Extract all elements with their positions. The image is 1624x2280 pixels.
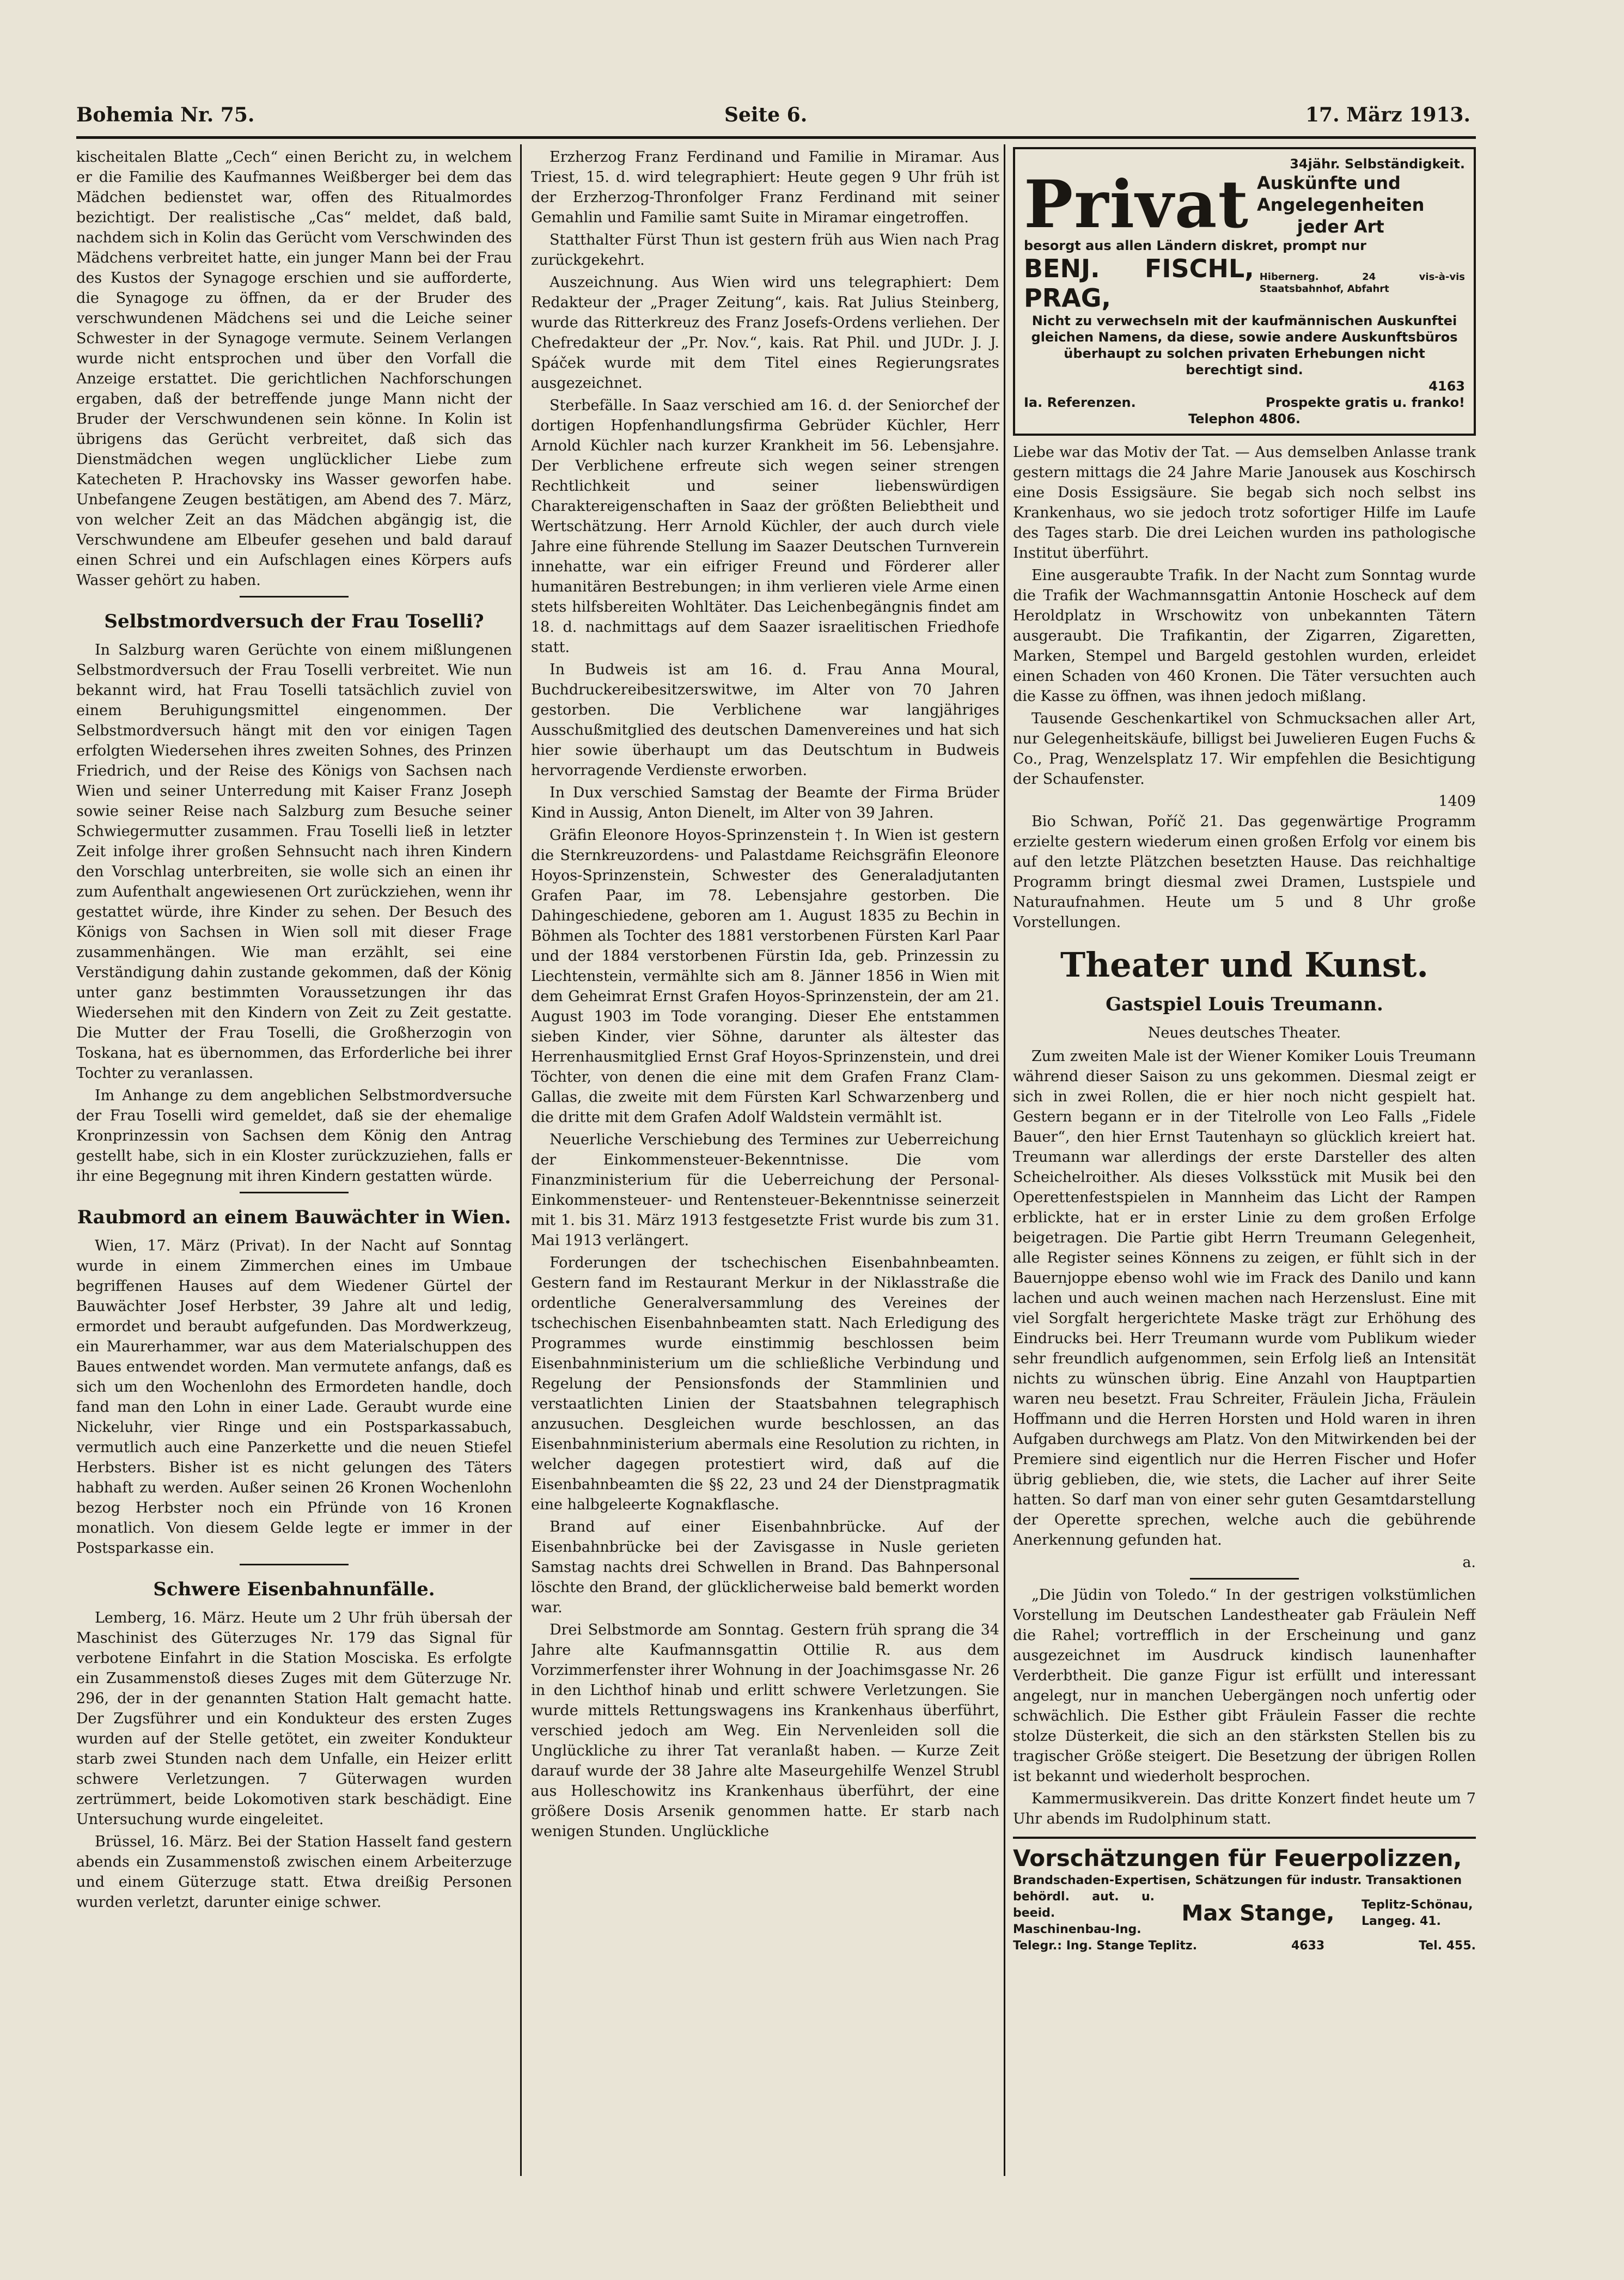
ad-place: Teplitz-Schönau, Langeg. 41. (1361, 1898, 1473, 1928)
article-paragraph: Im Anhange zu dem angeblichen Selbstmordversuche der Frau Toselli wird gemeldet, daß sie der ehemalige Kronprinzessin von Sachsen dem König den Antrag gestellt habe, sich in ein Kloster zurückzuziehen, falls er ihr eine Begegnung mit ihren Kindern gestatten würde. (76, 1087, 512, 1185)
ad-line: Auskünfte und (1256, 173, 1401, 193)
ad-number: 4633 (1291, 1939, 1325, 1953)
news-item: Bio Schwan, Poříč 21. Das gegenwärtige Programm erzielte gestern wiederum einen großen Erfolg vor einem bis auf den letzte Plätzchen besetzten Hause. Das reichhaltige Programm bringt diesmal zwei Dramen, Lustspiele und Naturaufnahmen. Heute um 5 und 8 Uhr große Vorstellungen. (1013, 813, 1476, 931)
news-item: Statthalter Fürst Thun ist gestern früh aus Wien nach Prag zurückgekehrt. (531, 231, 999, 269)
ad-line: jeder Art (1297, 216, 1384, 237)
section-title-theater: Theater und Kunst. (1060, 945, 1429, 985)
divider (1190, 1578, 1299, 1580)
news-item: Gräfin Eleonore Hoyos-Sprinzenstein †. In Wien ist gestern die Sternkreuzordens- und Palastdame Reichsgräfin Eleonore Hoyos-Sprinzenstein, Schwester des Generaladjutanten Grafen Paar, im 78. Lebensjahre gestorben. Die Dahingeschiedene, geboren am 1. August 1835 zu Bechin in Böhmen als Tochter des 1881 verstorbenen Fürsten Karl Paar und der 1884 verstorbenen Fürstin Ida, geb. Prinzessin zu Liechtenstein, vermählte sich am 8. Jänner 1856 in Wien mit dem Geheimrat Ernst Grafen Hoyos-Sprinzenstein, der am 21. August 1903 im Tode voranging. Dieser Ehe entstammen sieben Kinder, vier Söhne, darunter als ältester das Herrenhausmitglied Ernst Graf Hoyos-Sprinzenstein, und drei Töchter, von denen die eine mit dem Grafen Franz Clam-Gallas, die zweite mit dem Fürsten Karl Schwarzenberg und die dritte mit dem Grafen Adolf Waldstein vermählt ist. (531, 827, 999, 1126)
ad-line: Angelegenheiten (1256, 194, 1425, 215)
headline-eisenbahn: Schwere Eisenbahnunfälle. (153, 1578, 435, 1600)
divider (240, 1564, 349, 1565)
news-item: In Dux verschied Samstag der Beamte der Firma Brüder Kind in Aussig, Anton Dienelt, im Alter von 39 Jahren. (531, 784, 999, 821)
news-item: Brand auf einer Eisenbahnbrücke. Auf der Eisenbahnbrücke bei der Zavisgasse in Nusle gerieten Samstag nachts drei Schwellen in Brand. Das Bahnpersonal löschte den Brand, der glücklicherweise bald bemerkt worden war. (531, 1519, 999, 1616)
advertisement-stange (1013, 1837, 1476, 1954)
ad-telephone: Tel. 455. (1419, 1939, 1476, 1953)
news-item: Forderungen der tschechischen Eisenbahnbeamten. Gestern fand im Restaurant Merkur in der Niklasstraße die ordentliche Generalversammlung des Vereines der tschechischen Eisenbahnbeamten statt. Nach Erledigung des Programmes wurde einstimmig beschlossen beim Eisenbahnministerium um die schließliche Verbindung und Regelung der Pensionsfonds der Stammlinien und verstaatlichten Linien der Staatsbahnen telegraphisch anzusuchen. Desgleichen wurde beschlossen, an das Eisenbahnministerium abermals eine Resolution zu richten, in welcher dagegen protestiert wird, daß auf die Eisenbahnbeamten die §§ 22, 23 und 24 der Dienstpragmatik eine halbgeleerte Kognakflasche. (531, 1254, 999, 1513)
ad-firm: BENJ. FISCHL, PRAG, (1024, 254, 1254, 313)
ad-text: besorgt aus allen Ländern diskret, prompt nur (1024, 238, 1366, 253)
headline-raubmord: Raubmord an einem Bauwächter in Wien. (77, 1206, 511, 1228)
divider (240, 1192, 349, 1193)
news-item: Liebe war das Motiv der Tat. — Aus demselben Anlasse trank gestern mittags die 24 Jahre Marie Janousek aus Koschirsch eine Dosis Essigsäure. Sie begab sich noch selbst ins Krankenhaus, wo sie jedoch trotz sofortiger Hilfe im Laufe des Tages starb. Die drei Leichen wurden ins pathologische Institut überführt. (1013, 444, 1476, 562)
ad-telephone: Telephon 4806. (1188, 411, 1301, 426)
column-2 (531, 147, 999, 2173)
author-signature: a. (1462, 1554, 1476, 1571)
article-paragraph: In Salzburg waren Gerüchte von einem mißlungenen Selbstmordversuch der Frau Toselli verbreitet. Wie nun bekannt wird, hat Frau Toselli tatsächlich zuviel von einem Beruhigungsmittel eingenommen. Der Selbstmordversuch hängt mit den vor einigen Tagen erfolgten Wiedersehen ihres zweiten Sohnes, des Prinzen Friedrich, und der Reise des Königs von Sachsen nach Wien und seiner Unterredung mit Kaiser Franz Joseph sowie seiner Reise nach Salzburg zum Besuche seiner Schwiegermutter zusammen. Frau Toselli ließ in letzter Zeit infolge ihrer großen Sehnsucht nach ihren Kindern den Vorschlag unterbreiten, sie wolle sich an einen ihr zum Aufenthalt angewiesenen Ort zurückziehen, wenn ihr gestattet würde, ihre Kinder zu sehen. Der Besuch des Königs von Sachsen in Wien soll mit dieser Frage zusammenhängen. Wie man erzählt, sei eine Verständigung dahin zustande gekommen, daß der König unter ganz bestimmten Voraussetzungen ihr das Wiedersehen mit den Kindern von Zeit zu Zeit gestatte. Die Mutter der Frau Toselli, die Großherzogin von Toskana, hat es übernommen, das Erforderliche bei ihrer Tochter zu veranlassen. (76, 642, 512, 1082)
subheading: Neues deutsches Theater. (1147, 1025, 1341, 1041)
review-paragraph: Zum zweiten Male ist der Wiener Komiker Louis Treumann während dieser Saison zu uns gekommen. Diesmal zeigt er sich in zwei Rollen, die er hier noch nicht gespielt hat. Gestern begann er in der Titelrolle von Leo Falls „Fidele Bauer“, den hier Ernst Tautenhayn so glücklich kreiert hat. Treumann war allerdings der erste Darsteller des alten Scheichelroither. Als dieses Volksstück mit Musik bei den Operettenfestspielen in Mannheim das Licht der Rampen erblickte, hat er in erster Linie zu dem großen Erfolge beigetragen. Die Partie gibt Herrn Treumann Gelegenheit, alle Register seines Könnens zu zeigen, er fühlt sich in der Bauernjoppe ebenso wohl wie im Frack des Danilo und kann lachen und auch weinen machen nach Herzenslust. Eine mit viel Sorgfalt hergerichtete Maske trägt zur Erhöhung des Eindrucks bei. Herr Treumann wurde vom Publikum wieder sehr freundlich aufgenommen, sein Erfolg ließ an Intensität nichts zu wünschen übrig. Eine Anzahl von Hauptpartien waren neu besetzt. Frau Schreiter, Fräulein Jicha, Fräulein Hoffmann und die Herren Horsten und Hold waren in ihren Aufgaben durchwegs am Platz. Von den Mitwirkenden bei der Premiere sind eigentlich nur die Herren Fischer und Hofer übrig geblieben, die, wie stets, die Lacher auf ihrer Seite hatten. So darf man von einer sehr guten Gesamtdarstellung der Operette sprechen, welche auch die gebührende Anerkennung gefunden hat. (1013, 1048, 1476, 1549)
issue-date: 17. März 1913. (1305, 103, 1470, 126)
advertisement-fuchs: Tausende Geschenkartikel von Schmucksachen aller Art, nur Gelegenheitskäufe, billigst bei Juwelieren Eugen Fuchs & Co., Prag, Wenzelsplatz 17. Wir empfehlen die Besichtigung der Schaufenster. (1013, 710, 1476, 788)
column-separator (520, 144, 522, 2176)
news-item: Erzherzog Franz Ferdinand und Familie in Miramar. Aus Triest, 15. d. wird telegraphiert: Heute gegen 9 Uhr früh ist der Erzherzog-Thronfolger Franz Ferdinand mit seiner Gemahlin und Familie samt Suite in Miramar eingetroffen. (531, 149, 999, 226)
page-header (76, 103, 1470, 136)
article-paragraph: Lemberg, 16. März. Heute um 2 Uhr früh übersah der Maschinist des Güterzuges Nr. 179 das Signal für verbotene Einfahrt in die Station Mosciska. Es erfolgte ein Zusammenstoß dieses Zuges mit dem Güterzuge Nr. 296, der in der genannten Station Halt gemacht hatte. Der Zugsführer und ein Kondukteur des ersten Zuges wurden auf der Stelle getötet, ein zweiter Kondukteur starb zwei Stunden nach dem Unfalle, ein Heizer erlitt schwere Verletzungen. 7 Güterwagen wurden zertrümmert, beide Lokomotiven stark beschädigt. Eine Untersuchung wurde eingeleitet. (76, 1610, 512, 1828)
ad-text: Brandschaden-Expertisen, Schätzungen für industr. Transaktionen (1013, 1874, 1462, 1887)
news-item: Kammermusikverein. Das dritte Konzert findet heute um 7 Uhr abends im Rudolphinum statt. (1013, 1790, 1476, 1827)
article-paragraph: Brüssel, 16. März. Bei der Station Hasselt fand gestern abends ein Zusammenstoß zwischen einem Arbeiterzuge und einem Güterzuge statt. Etwa dreißig Personen wurden verletzt, darunter einige schwer. (76, 1833, 512, 1911)
ad-references: Ia. Referenzen. (1024, 395, 1136, 410)
news-item: Drei Selbstmorde am Sonntag. Gestern früh sprang die 34 Jahre alte Kaufmannsgattin Ottilie R. aus dem Vorzimmerfenster ihrer Wohnung in der Joachimsgasse Nr. 26 in den Lichthof hinab und erlitt schwere Verletzungen. Sie wurde mittels Rettungswagens ins Krankenhaus überführt, verschied jedoch am Weg. Ein Nervenleiden soll die Unglückliche zu ihrer Tat veranlaßt haben. — Kurze Zeit darauf wurde der 38 Jahre alte Maseurgehilfe Wenzel Strubl aus Holleschowitz ins Krankenhaus überführt, der eine größere Dosis Arsenik genommen hatte. Er starb nach wenigen Stunden. Unglückliche (531, 1621, 999, 1840)
ad-text: behördl. aut. u. beeid. Maschinenbau-Ing. (1013, 1890, 1155, 1936)
column-1 (76, 147, 512, 2173)
ad-name: Max Stange, (1181, 1901, 1335, 1926)
ad-text: Nicht zu verwechseln mit der kaufmännischen Auskunftei gleichen Namens, da diese, sowie andere Auskunftsbüros überhaupt zu solchen privaten Erhebungen nicht berechtigt sind. (1031, 313, 1458, 377)
ad-number: 1409 (1438, 793, 1476, 810)
advertisement-privat (1013, 147, 1476, 436)
news-item: In Budweis ist am 16. d. Frau Anna Moural, Buchdruckereibesitzerswitwe, im Alter von 70 Jahren gestorben. Die Verblichene war langjähriges Ausschußmitglied des deutschen Damenvereines und hat sich hier sowie überhaupt um das Deutschtum in Budweis hervorragende Verdienste erworben. (531, 661, 999, 779)
ad-brand: Privat (1024, 166, 1249, 243)
news-item: Neuerliche Verschiebung des Termines zur Ueberreichung der Einkommensteuer-Bekenntnisse. Die vom Finanzministerium für die Ueberreichung der Personal-Einkommensteuer- und Rentensteuer-Bekenntnisse seinerzeit mit 1. bis 31. März 1913 festgesetzte Frist wurde bis zum 31. Mai 1913 verlängert. (531, 1131, 999, 1249)
ad-prospekt: Prospekte gratis u. franko! (1265, 395, 1465, 410)
ad-title: Vorschätzungen für Feuerpolizzen, (1013, 1845, 1462, 1871)
news-item: Auszeichnung. Aus Wien wird uns telegraphiert: Dem Redakteur der „Prager Zeitung“, kais. Rat Julius Steinberg, wurde das Ritterkreuz des Franz Josefs-Ordens verliehen. Der Chefredakteur der „Pr. Nov.“, kais. Rat Phil. und JUDr. J. J. Spáček wurde mit dem Titel eines Regierungsrates ausgezeichnet. (531, 274, 999, 392)
news-item: Sterbefälle. In Saaz verschied am 16. d. der Seniorchef der dortigen Hopfenhandlungsfirma Gebrüder Küchler, Herr Arnold Küchler nach kurzer Krankheit im 56. Lebensjahre. Der Verblichene erfreute sich wegen seiner strengen Rechtlichkeit und seiner liebenswürdigen Charaktereigenschaften in Saaz der größten Beliebtheit und Wertschätzung. Herr Arnold Küchler, der auch durch viele Jahre eine führende Stellung im Saazer Deutschen Turnverein innehatte, war ein eifriger Freund und Förderer aller humanitären Bestrebungen; in ihm verlieren viele Arme einen stets hilfsbereiten Wohltäter. Das Leichenbegängnis findet am 18. d. nachmittags auf dem Saazer israelitischen Friedhofe statt. (531, 397, 999, 656)
review-paragraph: „Die Jüdin von Toledo.“ In der gestrigen volkstümlichen Vorstellung im Deutschen Landestheater gab Fräulein Neff die Rahel; vortrefflich in der Erscheinung und ganz ausgezeichnet im Ausdruck kindisch launenhafter Verderbtheit. Die ganze Figur ist erfüllt und interessant angelegt, nur in manchen Uebergängen noch unfertig oder schwächlich. Die Esther gibt Fräulein Fasser die rechte stolze Düsterkeit, die sich an den stärksten Stellen bis zu tragischer Größe steigert. Die Besetzung der übrigen Rollen ist bekannt und wiederholt besprochen. (1013, 1587, 1476, 1785)
ad-telegram: Telegr.: Ing. Stange Teplitz. (1013, 1939, 1198, 1953)
article-paragraph: Wien, 17. März (Privat). In der Nacht auf Sonntag wurde in einem Zimmerchen eines im Umbaue begriffenen Hauses auf dem Wiedener Gürtel der Bauwächter Josef Herbster, 39 Jahre alt und ledig, ermordet und beraubt aufgefunden. Das Mordwerkzeug, ein Maurerhammer, war aus dem Materialschuppen des Baues entwendet worden. Man vermutete anfangs, daß es sich um den Wochenlohn des Ermordeten handle, doch fand man den Lohn in einer Lade. Geraubt wurde eine Nickeluhr, vier Ringe und ein Postsparkassabuch, vermutlich auch eine Panzerkette und die neuen Stiefel Herbsters. Bisher ist es nicht gelungen des Täters habhaft zu werden. Außer seinen 26 Kronen Wochenlohn bezog Herbster noch ein Pfründe von 16 Kronen monatlich. Von diesem Gelde legte er immer in der Postsparkasse ein. (76, 1237, 512, 1557)
ad-years: 34jähr. Selbständigkeit. (1290, 156, 1465, 172)
issue-number: Bohemia Nr. 75. (76, 103, 255, 126)
ad-number: 4163 (1428, 379, 1465, 394)
header-rule (76, 136, 1476, 139)
divider (240, 596, 349, 598)
article-continuation: kischeitalen Blatte „Cech“ einen Bericht zu, in welchem er die Familie des Kaufmannes Weißberger bei dem das Mädchen bedienstet war, offen des Ritualmordes bezichtigt. Der realistische „Cas“ meldet, daß bald, nachdem sich in Kolin das Gerücht vom Verschwinden des Mädchens verbreitet hatte, ein junger Mann bei der Frau des Kustos der Synagoge erschien und sie aufforderte, die Synagoge zu öffnen, da er der Bruder des verschwundenen Mädchens sei und die Leiche seiner Schwester in der Synagoge vermute. Seinem Verlangen wurde nicht entsprochen und über den Vorfall die Anzeige erstattet. Die gerichtlichen Nachforschungen ergaben, daß der betreffende junge Mann nicht der Bruder der Verschwundenen sein könne. In Kolin ist übrigens das Gerücht verbreitet, daß sich das Dienstmädchen wegen unglücklicher Liebe zum Katecheten P. Hrachovsky ins Wasser geworfen habe. Unbefangene Zeugen bestätigen, am Abend des 7. März, von welcher Zeit an das Mädchen abgängig ist, die Verschwundene am Elbeufer gesehen und bald darauf einen Schrei und ein Aufschlagen eines Körpers aufs Wasser gehört zu haben. (76, 149, 512, 589)
column-3 (1013, 147, 1476, 2173)
column-separator (1004, 144, 1005, 2176)
headline-treumann: Gastspiel Louis Treumann. (1106, 993, 1383, 1015)
ad-address: Hibernerg. 24 vis-à-vis Staatsbahnhof, Abfahrt (1259, 271, 1465, 295)
headline-toselli: Selbstmordversuch der Frau Toselli? (104, 611, 484, 632)
news-item: Eine ausgeraubte Trafik. In der Nacht zum Sonntag wurde die Trafik der Wachmannsgattin Antonie Hoscheck auf dem Heroldplatz in Wrschowitz von unbekannten Tätern ausgeraubt. Die Trafikantin, der Zigarren, Zigaretten, Marken, Stempel und Bargeld gestohlen wurden, erleidet einen Schaden von 460 Kronen. Die Täter versuchten auch die Kasse zu öffnen, was ihnen jedoch mißlang. (1013, 567, 1476, 705)
page-number: Seite 6. (724, 103, 808, 126)
